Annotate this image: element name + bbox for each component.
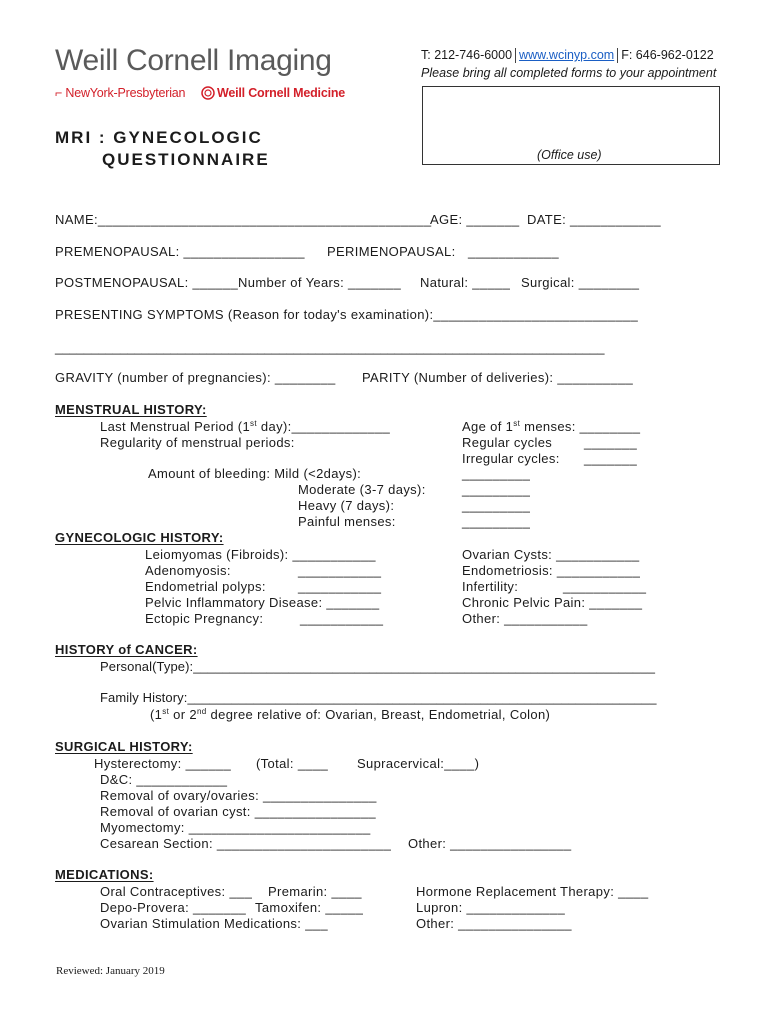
- separator: [515, 48, 516, 63]
- gravity-field[interactable]: GRAVITY (number of pregnancies): ________: [55, 370, 336, 385]
- contact-line: [421, 48, 714, 63]
- nyp-mark: ⌐: [55, 86, 63, 100]
- perimenopausal-label: PERIMENOPAUSAL:: [327, 244, 456, 259]
- endometriosis-field[interactable]: Endometriosis: ___________: [462, 563, 641, 578]
- age-menses-sup: st: [513, 419, 521, 428]
- title-line-1: MRI : GYNECOLOGIC: [55, 128, 263, 147]
- dc-field[interactable]: D&C: ____________: [100, 772, 228, 787]
- polyps-label: Endometrial polyps:: [145, 579, 266, 594]
- gyn-other-field[interactable]: Other: ___________: [462, 611, 588, 626]
- regularity-label: Regularity of menstrual periods:: [100, 435, 295, 450]
- regular-cycles-field[interactable]: _______: [584, 435, 638, 450]
- logo-newyork-presbyterian: [55, 86, 185, 100]
- pelvic-pain-field[interactable]: Chronic Pelvic Pain: _______: [462, 595, 643, 610]
- irregular-cycles-label: Irregular cycles:: [462, 451, 560, 466]
- hysterectomy-total-field[interactable]: (Total: ____: [256, 756, 329, 771]
- name-field[interactable]: NAME:____________________________________________: [55, 212, 432, 227]
- medications-other-field[interactable]: Other: _______________: [416, 916, 572, 931]
- logo-weill-cornell-medicine: Weill Cornell Medicine: [217, 86, 346, 100]
- relative-note-a: (1: [150, 707, 163, 722]
- relative-sup-1: st: [162, 707, 170, 716]
- relative-note: [150, 707, 550, 722]
- bleeding-moderate-label: Moderate (3-7 days):: [298, 482, 426, 497]
- adenomyosis-label: Adenomyosis:: [145, 563, 231, 578]
- lmp-blank: day):_____________: [256, 419, 391, 434]
- title-line-2: QUESTIONNAIRE: [102, 150, 270, 169]
- hrt-field[interactable]: Hormone Replacement Therapy: ____: [416, 884, 649, 899]
- cancer-history-heading: HISTORY of CANCER:: [55, 642, 198, 657]
- date-field[interactable]: DATE: ____________: [527, 212, 661, 227]
- years-field[interactable]: Number of Years: _______: [238, 275, 402, 290]
- painful-menses-label: Painful menses:: [298, 514, 396, 529]
- bring-forms-note: Please bring all completed forms to your appointment: [421, 66, 717, 80]
- relative-note-c: degree relative of: Ovarian, Breast, Endometrial, Colon): [206, 707, 551, 722]
- ovarian-stimulation-field[interactable]: Ovarian Stimulation Medications: ___: [100, 916, 328, 931]
- bleeding-moderate-field[interactable]: _________: [462, 482, 531, 497]
- age-field[interactable]: AGE: _______: [430, 212, 520, 227]
- lupron-field[interactable]: Lupron: _____________: [416, 900, 566, 915]
- bleeding-heavy-field[interactable]: _________: [462, 498, 531, 513]
- depo-provera-field[interactable]: Depo-Provera: _______: [100, 900, 247, 915]
- separator: [617, 48, 618, 63]
- family-history-field[interactable]: Family History:________________________________________________________________: [100, 690, 657, 705]
- perimenopausal-field[interactable]: ____________: [468, 244, 559, 259]
- ectopic-label: Ectopic Pregnancy:: [145, 611, 264, 626]
- crest-icon: [201, 86, 215, 105]
- postmenopausal-field[interactable]: POSTMENOPAUSAL: ______: [55, 275, 239, 290]
- menstrual-history-heading: MENSTRUAL HISTORY:: [55, 402, 207, 417]
- myomectomy-field[interactable]: Myomectomy: ________________________: [100, 820, 371, 835]
- tamoxifen-field[interactable]: Tamoxifen: _____: [255, 900, 364, 915]
- premarin-field[interactable]: Premarin: ____: [268, 884, 362, 899]
- supracervical-field[interactable]: Supracervical:____): [357, 756, 480, 771]
- infertility-field[interactable]: ___________: [563, 579, 647, 594]
- phone: T: 212-746-6000: [421, 48, 513, 62]
- painful-menses-field[interactable]: _________: [462, 514, 531, 529]
- removal-ovaries-field[interactable]: Removal of ovary/ovaries: _______________: [100, 788, 377, 803]
- reviewed-date: Reviewed: January 2019: [56, 965, 165, 977]
- fax: F: 646-962-0122: [621, 48, 714, 62]
- surgical-history-heading: SURGICAL HISTORY:: [55, 739, 193, 754]
- age-menses-label: Age of 1: [462, 419, 514, 434]
- removal-cyst-field[interactable]: Removal of ovarian cyst: ________________: [100, 804, 376, 819]
- lmp-label: Last Menstrual Period (1: [100, 419, 251, 434]
- parity-field[interactable]: PARITY (Number of deliveries): __________: [362, 370, 634, 385]
- symptoms-line[interactable]: ____________________________________________________________________________: [55, 340, 605, 355]
- gynecologic-history-heading: GYNECOLOGIC HISTORY:: [55, 530, 224, 545]
- bleeding-mild-field[interactable]: _________: [462, 466, 531, 481]
- symptoms-field[interactable]: PRESENTING SYMPTOMS (Reason for today's examination):___________________________: [55, 307, 639, 322]
- last-menstrual-period-field[interactable]: [100, 419, 390, 434]
- ovarian-cysts-field[interactable]: Ovarian Cysts: ___________: [462, 547, 640, 562]
- regular-cycles-label: Regular cycles: [462, 435, 553, 450]
- surgical-other-field[interactable]: Other: ________________: [408, 836, 572, 851]
- infertility-label: Infertility:: [462, 579, 519, 594]
- polyps-field[interactable]: ___________: [298, 579, 382, 594]
- fibroids-field[interactable]: Leiomyomas (Fibroids): ___________: [145, 547, 376, 562]
- irregular-cycles-field[interactable]: _______: [584, 451, 638, 466]
- personal-cancer-field[interactable]: Personal(Type):_______________________________________________________________: [100, 659, 656, 674]
- bleeding-mild-label: Amount of bleeding: Mild (<2days):: [148, 466, 362, 481]
- age-first-menses-field[interactable]: [462, 419, 640, 434]
- oral-contraceptives-field[interactable]: Oral Contraceptives: ___: [100, 884, 253, 899]
- relative-note-b: or 2: [169, 707, 197, 722]
- lmp-sup: st: [250, 419, 257, 428]
- relative-sup-2: nd: [196, 707, 207, 716]
- age-menses-blank: menses: ________: [520, 419, 641, 434]
- premenopausal-field[interactable]: PREMENOPAUSAL: ________________: [55, 244, 305, 259]
- ectopic-field[interactable]: ___________: [300, 611, 384, 626]
- nyp-label: NewYork-Presbyterian: [65, 86, 186, 100]
- cesarean-field[interactable]: Cesarean Section: _______________________: [100, 836, 392, 851]
- pid-field[interactable]: Pelvic Inflammatory Disease: _______: [145, 595, 380, 610]
- bleeding-heavy-label: Heavy (7 days):: [298, 498, 395, 513]
- medications-heading: MEDICATIONS:: [55, 867, 154, 882]
- office-use-label: (Office use): [537, 148, 602, 162]
- hysterectomy-field[interactable]: Hysterectomy: ______: [94, 756, 232, 771]
- natural-field[interactable]: Natural: _____: [420, 275, 511, 290]
- logo-weill-cornell-imaging: Weill Cornell Imaging: [55, 44, 332, 77]
- website-link[interactable]: www.wcinyp.com: [519, 48, 615, 62]
- surgical-field[interactable]: Surgical: ________: [521, 275, 640, 290]
- adenomyosis-field[interactable]: ___________: [298, 563, 382, 578]
